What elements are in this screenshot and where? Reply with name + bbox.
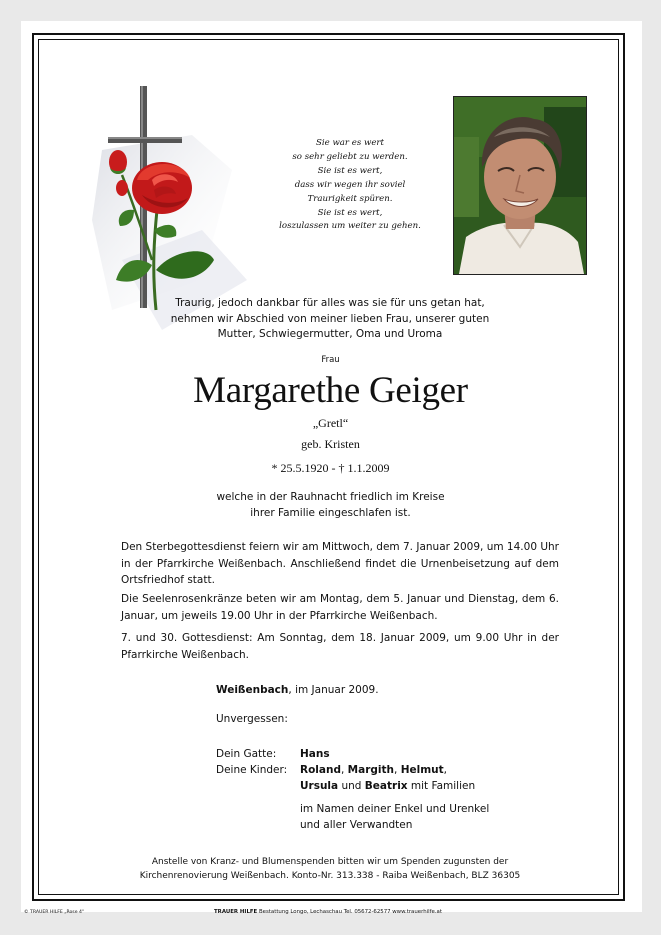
intro-line: Mutter, Schwiegermutter, Oma und Uroma <box>217 328 443 341</box>
poem-line: so sehr geliebt zu werden. <box>292 151 408 162</box>
separator: , <box>340 764 348 776</box>
poem-line: Sie ist es wert, <box>317 207 383 218</box>
conjunction: und <box>338 780 365 792</box>
memorial-mass-paragraph: 7. und 30. Gottesdienst: Am Sonntag, dem 18. Januar 2009, um 9.00 Uhr in der Pfarrkirche Weißenbach. <box>121 632 559 661</box>
spouse-row <box>216 746 330 762</box>
footer-brand: TRAUER HILFE <box>214 909 258 915</box>
grandchildren-line: im Namen deiner Enkel und Urenkel <box>300 803 490 815</box>
donation-note <box>120 855 540 884</box>
intro-line: nehmen wir Abschied von meiner lieben Frau, unserer guten <box>170 312 490 325</box>
poem-line: loszulassen um weiter zu gehen. <box>279 221 421 232</box>
nickname: „Gretl“ <box>312 416 349 430</box>
child-name: Margith <box>347 764 394 776</box>
donation-line: Anstelle von Kranz- und Blumenspenden bitten wir um Spenden zugunsten der <box>151 857 509 867</box>
child-name: Roland <box>300 764 341 776</box>
relatives-line: und aller Verwandten <box>300 819 413 831</box>
passing-text <box>0 490 661 521</box>
salutation: Frau <box>321 355 340 365</box>
poem-line: Traurigkeit spüren. <box>307 193 393 204</box>
passing-line: ihrer Familie eingeschlafen ist. <box>250 506 411 519</box>
poem-line: dass wir wegen ihr soviel <box>294 179 406 190</box>
footer-details: Bestattung Longo, Lechaschau Tel. 05672-62577 www.trauerhilfe.at <box>257 909 442 915</box>
poem-line: Sie war es wert <box>315 138 384 148</box>
children-row-2 <box>300 778 475 794</box>
children-row <box>216 762 447 778</box>
place-date-text: , im Januar 2009. <box>288 684 379 696</box>
funeral-service-paragraph: Den Sterbegottesdienst feiern wir am Mittwoch, dem 7. Januar 2009, um 14.00 Uhr in der Pfarrkirche Weißenbach. Anschließend findet die Urnenbeisetzung auf dem Ortsfriedhof statt. <box>121 541 559 586</box>
poem-line: Sie ist es wert, <box>317 165 383 176</box>
child-name: Ursula <box>300 780 339 792</box>
separator: , <box>443 764 447 776</box>
birth-name: geb. Kristen <box>301 437 360 451</box>
poem <box>260 137 440 234</box>
donation-line: Kirchenrenovierung Weißenbach. Konto-Nr. 313.338 - Raiba Weißenbach, BLZ 36305 <box>139 871 521 882</box>
spouse-label: Dein Gatte: <box>216 748 277 760</box>
child-name: Helmut <box>400 764 444 776</box>
child-name: Beatrix <box>364 780 408 792</box>
deceased-name: Margarethe Geiger <box>193 370 468 411</box>
with-families: mit Familien <box>407 780 476 792</box>
footer-imprint <box>214 909 442 915</box>
place-town: Weißenbach <box>216 684 289 696</box>
passing-line: welche in der Rauhnacht friedlich im Kreise <box>216 491 445 503</box>
unvergessen-label: Unvergessen: <box>216 713 288 725</box>
portrait-photo <box>453 96 587 275</box>
footer-copyright: © TRAUER HILFE „Rose 4“ <box>24 910 85 915</box>
intro-text <box>120 296 540 343</box>
life-dates: * 25.5.1920 - † 1.1.2009 <box>271 461 390 475</box>
spouse-name: Hans <box>300 748 330 760</box>
separator: , <box>394 764 401 776</box>
rosary-paragraph: Die Seelenrosenkränze beten wir am Montag, dem 5. Januar und Dienstag, dem 6. Januar, um jeweils 19.00 Uhr in der Pfarrkirche Weißenbach. <box>121 593 559 622</box>
intro-line: Traurig, jedoch dankbar für alles was sie für uns getan hat, <box>175 297 485 309</box>
children-label: Deine Kinder: <box>216 764 288 776</box>
place-date <box>216 684 379 696</box>
